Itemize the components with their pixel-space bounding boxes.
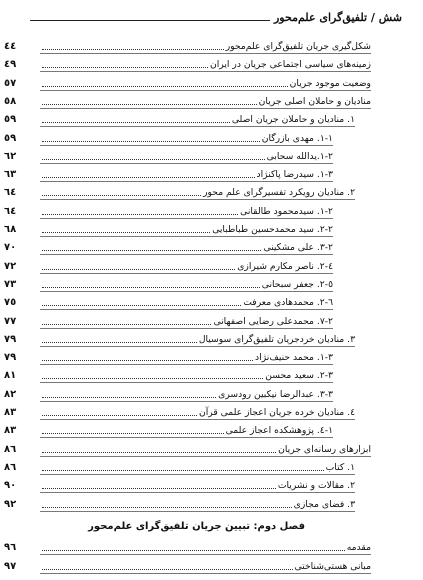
toc-entry-page: ٨٦ xyxy=(4,443,17,455)
toc-entry-page: ٥٨ xyxy=(4,95,17,107)
toc-entry-title: ۱-۱. مهدی بازرگان xyxy=(261,132,333,144)
toc-entry-page: ٨٦ xyxy=(4,461,17,473)
toc-entry-page: ٥٩ xyxy=(4,114,17,126)
dot-leader xyxy=(42,568,293,570)
toc-entry-page: ٧٩ xyxy=(4,352,17,364)
toc-entry-title: مقدمه xyxy=(346,542,371,553)
chapter-heading: فصل دوم: تبیین جریان تلفیق‌گرای علم‌محور xyxy=(88,521,305,532)
toc-entry-page: ٥٩ xyxy=(4,132,17,144)
toc-entry-title: ۲-۳. سعید محسن xyxy=(265,370,333,382)
toc-entry-title: ۳-۲. علی مشکینی xyxy=(263,242,333,254)
header-text: شش / تلفیق‌گرای علم‌محور xyxy=(274,11,402,24)
toc-entry xyxy=(4,537,371,555)
toc-entry-title: ۳-۳. عبدالرضا نیکبین رودسری xyxy=(218,388,333,400)
toc-entry-title: ۱-۳. محمد حنیف‌نژاد xyxy=(255,352,333,364)
toc-entry xyxy=(4,556,371,574)
toc-entry-title: ۱. منادیان و حاملان جریان اصلی xyxy=(231,114,355,126)
toc-entry-page: ٧٧ xyxy=(4,315,17,327)
toc-entry-page: ٩٢ xyxy=(4,498,17,510)
toc-entry-page: ٧٥ xyxy=(4,297,17,309)
toc-entry-title: ۲-۲. سید محمدحسین طباطبایی xyxy=(212,224,333,235)
toc-entry-page: ٦٢ xyxy=(4,150,17,162)
toc-entry-title: ۱-۲. سیدمحمود طالقانی xyxy=(240,205,333,217)
toc-entry-title: ۳. فضای مجازی xyxy=(293,498,355,510)
toc-entry-page: ٦٣ xyxy=(4,169,17,181)
toc-entry-title: ۱-۳. سیدرضا پاکنژاد xyxy=(256,169,333,181)
toc-entry-page: ٦٨ xyxy=(4,224,17,235)
toc-entry-title: ۷-۲. محمدعلی رضایی اصفهانی xyxy=(213,315,333,327)
toc-entry-title: ۱-٤. پژوهشکده اعجاز علمی xyxy=(225,425,333,437)
toc-entry-title: ۲. مقالات و نشریات xyxy=(277,480,355,492)
toc-entry-title: ابزارهای رسانه‌ای جریان xyxy=(278,443,371,455)
toc-entry-page: ٧٢ xyxy=(4,260,17,272)
toc-entry-title: مبانی هستی‌شناختی xyxy=(294,561,371,572)
toc-entry-page: ٦٤ xyxy=(4,205,17,217)
toc-entry-title: ٤-۲. ناصر مکارم شیرازی xyxy=(237,260,333,272)
toc-entry-page: ٨٢ xyxy=(4,388,17,400)
toc-entry-page: ٦٤ xyxy=(4,187,17,199)
toc-entry-title: ٥-۲. جعفر سبحانی xyxy=(261,278,333,290)
toc-entry-page: ٥٧ xyxy=(4,77,17,89)
toc-entry-title: منادیان و حاملان اصلی جریان xyxy=(258,95,371,107)
toc-entry-page: ٧٣ xyxy=(4,278,17,290)
toc-entry-title: ۱-۲.یدالله سحابی xyxy=(266,150,333,162)
toc-entry-title: شکل‌گیری جریان تلفیق‌گرای علم‌محور xyxy=(225,41,371,52)
toc-entry-page: ٩٦ xyxy=(4,542,17,553)
toc-entry-page: ٧٩ xyxy=(4,333,17,345)
toc-entry-title: ٦-۲. محمدهادی معرفت xyxy=(243,297,333,309)
dot-leader xyxy=(42,549,345,551)
toc-entry-title: ۱. کتاب xyxy=(325,461,355,473)
toc-entry-title: ۳. منادیان خردجریان تلفیق‌گرای سوسیال xyxy=(198,333,355,345)
toc-entry-title: زمینه‌های سیاسی اجتماعی جریان در ایران xyxy=(209,59,371,71)
toc-entry-page: ٤٩ xyxy=(4,59,17,71)
toc-entry-title: وضعیت موجود جریان xyxy=(289,77,371,89)
toc-entry-page: ٨٣ xyxy=(4,425,17,437)
toc-entry-title: ۲. منادیان رویکرد تفسیرگرای علم محور xyxy=(203,187,355,199)
toc-entry-page: ٩٧ xyxy=(4,561,17,572)
toc-entry-page: ٨٣ xyxy=(4,407,17,418)
toc-entry-title: ٤. منادیان خرده جریان اعجاز علمی قرآن xyxy=(198,407,355,418)
toc-entry-page: ٨١ xyxy=(4,370,17,382)
toc-entry-page: ٧٠ xyxy=(4,242,17,254)
toc-entry-page: ٤٤ xyxy=(4,41,17,52)
toc-entry-page: ٩٠ xyxy=(4,480,17,492)
